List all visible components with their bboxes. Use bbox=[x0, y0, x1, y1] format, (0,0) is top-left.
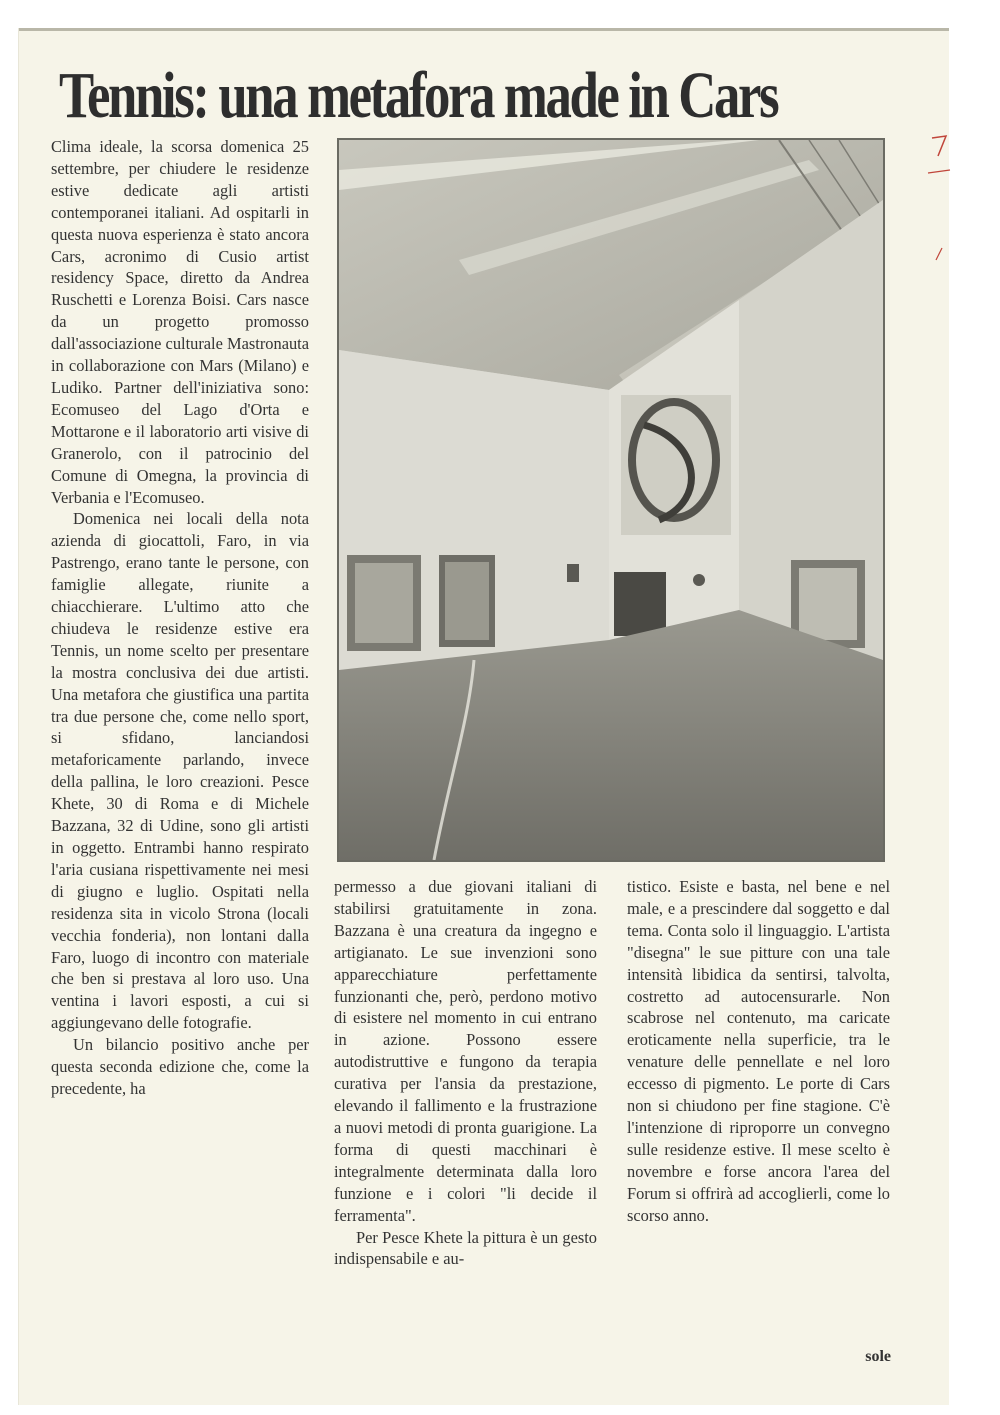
exhibition-photo bbox=[337, 138, 885, 862]
newspaper-clipping bbox=[18, 28, 949, 1405]
pen-mark-icon bbox=[924, 128, 954, 288]
article-column-3 bbox=[627, 876, 890, 1227]
article-column-2 bbox=[334, 876, 597, 1270]
headline: Tennis: una metafora made in Cars bbox=[59, 59, 778, 132]
paragraph: permesso a due giovani italiani di stabilirsi gratuitamente in zona. Bazzana è una creatura da ingegno e artigianato. Le sue invenzioni sono apparecchiature perfettamente funzionanti che, però, perdono motivo di esistere nel momento in cui entrano in azione. Possono essere autodistruttive e fungono da terapia curativa per l'ansia da prestazione, elevando il fallimento e la frustrazione a nuovi metodi di pronta guarigione. La forma di questi macchinari è integralmente determinata dalla loro funzione e i colori "li decide il ferramenta". bbox=[334, 877, 597, 1225]
gallery-interior-image bbox=[339, 140, 883, 860]
paragraph: Domenica nei locali della nota azienda di giocattoli, Faro, in via Pastrengo, erano tante le persone, con famiglie allegate, riunite a chiacchierare. L'ultimo atto che chiudeva le residenze estive era Tennis, un nome scelto per presentare la mostra conclusiva dei due artisti. Una metafora che giustifica una partita tra due persone che, come nello sport, si sfidano, lanciandosi metaforicamente parlando, invece della pallina, le loro creazioni. Pesce Khete, 30 di Roma e di Michele Bazzana, 32 di Udine, sono gli artisti in oggetto. Entrambi hanno respirato l'aria cusiana rispettivamente nei mesi di giugno e luglio. Ospitati nella residenza sita in vicolo Strona (locali vecchia fonderia), non lontani dalla Faro, luogo di incontro con materiale che ben si prestava al loro uso. Una ventina i lavori esposti, a cui si aggiungevano delle fotografie. bbox=[51, 509, 309, 1033]
paragraph: Clima ideale, la scorsa domenica 25 settembre, per chiudere le residenze estive dedicate agli artisti contemporanei italiani. Ad ospitarli in questa nuova esperienza è stato ancora Cars, acronimo di Cusio artist residency Space, diretto da Andrea Ruschetti e Lorenza Boisi. Cars nasce da un progetto promosso dall'associazione culturale Mastronauta in collaborazione con Mars (Milano) e Ludiko. Partner dell'iniziativa sono: Ecomuseo del Lago d'Orta e Mottarone e il laboratorio arti visive di Granerolo, con il patrocinio del Comune di Omegna, la provincia di Verbania e l'Ecomuseo. bbox=[51, 137, 309, 507]
author-signature: sole bbox=[865, 1348, 891, 1365]
clipping-edge bbox=[19, 28, 949, 31]
article-column-1 bbox=[51, 136, 309, 1100]
paragraph: tistico. Esiste e basta, nel bene e nel male, e a prescindere dal soggetto e dal tema. Conta solo il linguaggio. L'artista "disegna" le sue pitture con una tale intensità libidica da sentirsi, talvolta, costretto ad autocensurarle. Non scabrose nel contenuto, ma caricate eroticamente nella superficie, tra le venature delle pennellate e nel loro eccesso di pigmento. Le porte di Cars non si chiudono per fine stagione. C'è l'intenzione di riproporre un convegno sulle residenze estive. Il mese scelto è novembre e forse ancora l'area del Forum si offrirà ad accoglierli, come lo scorso anno. bbox=[627, 877, 890, 1225]
paragraph: Per Pesce Khete la pittura è un gesto indispensabile e au- bbox=[334, 1227, 597, 1269]
paragraph: Un bilancio positivo anche per questa seconda edizione che, come la precedente, ha bbox=[51, 1035, 309, 1098]
